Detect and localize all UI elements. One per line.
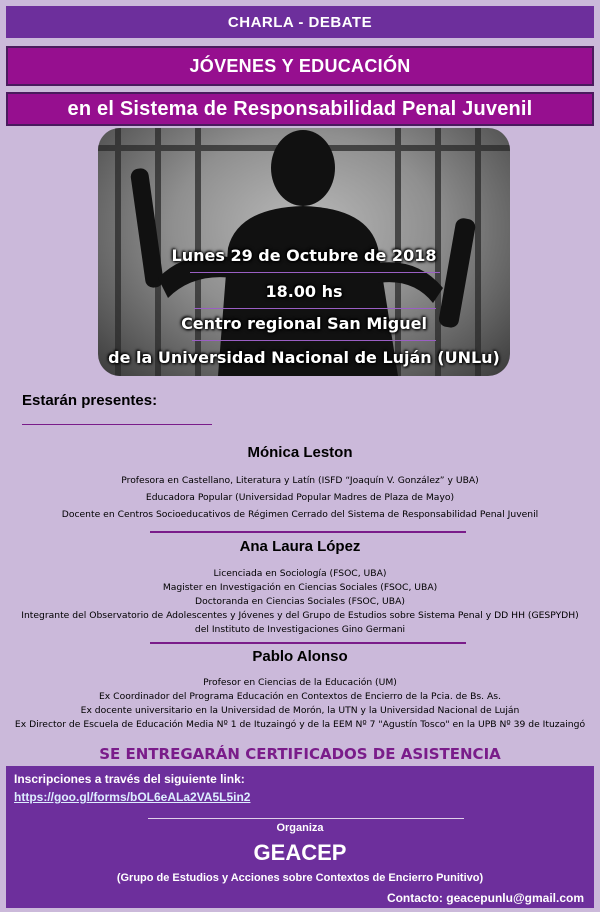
speaker-bio-line: Integrante del Observatorio de Adolescentes y Jóvenes y del Grupo de Estudios sobre Sistema Penal y DD HH (GESPYDH) [21,610,579,621]
speaker-bio-line: Profesora en Castellano, Literatura y Latín (ISFD “Joaquín V. González” y UBA) [121,475,479,486]
speaker-separator [150,531,466,533]
organiza-label: Organiza [276,822,324,834]
speaker-block [0,648,600,665]
title-banner [6,46,594,86]
speakers-intro: Estarán presentes: [22,392,158,409]
speaker-bio-line: Educadora Popular (Universidad Popular Madres de Plaza de Mayo) [145,492,455,503]
photo-divider [194,308,436,309]
event-venue-line1: Centro regional San Miguel [181,314,427,333]
speaker-bio [0,567,600,637]
speaker-name: Pablo Alonso [252,648,348,665]
event-date: Lunes 29 de Octubre de 2018 [171,246,437,265]
speaker-bio-line: Magister en Investigación en Ciencias Sociales (FSOC, UBA) [162,582,438,593]
speaker-bio-line: del Instituto de Investigaciones Gino Germani [194,624,406,635]
speaker-bio [0,676,600,732]
organization-full-name: (Grupo de Estudios y Acciones sobre Contextos de Encierro Punitivo) [116,872,484,884]
speaker-bio-line: Profesor en Ciencias de la Educación (UM) [203,677,397,688]
speaker-bio-line: Ex Coordinador del Programa Educación en Contextos de Encierro de la Pcia. de Bs. As. [99,691,501,702]
inscription-label: Inscripciones a través del siguiente link: [14,772,245,786]
certificates-notice: SE ENTREGARÁN CERTIFICADOS DE ASISTENCIA [99,745,501,763]
speaker-bio-line: Ex Director de Escuela de Educación Media Nº 1 de Ituzaingó y de la EEM Nº 7 "Agustín Tosco" en la UPB Nº 39 de Ituzaingó [14,719,586,730]
event-type-banner [6,6,594,38]
speaker-name: Ana Laura López [239,538,361,555]
speaker-bio-line: Doctoranda en Ciencias Sociales (FSOC, UBA) [195,596,405,607]
event-time: 18.00 hs [265,282,343,301]
speakers-intro-underline [22,424,212,425]
speaker-bio-line: Licenciada en Sociología (FSOC, UBA) [213,568,387,579]
title-text: JÓVENES Y EDUCACIÓN [189,55,411,76]
event-type-text: CHARLA - DEBATE [227,13,373,31]
photo-divider [192,340,436,341]
subtitle-text: en el Sistema de Responsabilidad Penal Juvenil [67,97,533,120]
speaker-block [0,444,600,461]
contact-email: Contacto: geacepunlu@gmail.com [386,891,584,905]
subtitle-banner [6,92,594,126]
speaker-bio-line: Ex docente universitario en la Universidad de Morón, la UTN y la Universidad Nacional de Luján [80,705,520,716]
event-venue-line2: de la Universidad Nacional de Luján (UNLu) [108,348,500,367]
photo-divider [190,272,440,273]
speaker-bio [0,474,600,522]
footer-box [6,766,594,908]
organization-name: GEACEP [253,840,347,865]
speaker-separator [150,642,466,644]
inscription-link[interactable]: https://goo.gl/forms/bOL6eALa2VA5L5in2 [14,790,251,804]
speaker-name: Mónica Leston [247,444,353,461]
speaker-block [0,538,600,555]
speaker-bio-line: Docente en Centros Socioeducativos de Régimen Cerrado del Sistema de Responsabilidad Penal Juvenil [61,509,539,520]
event-photo [98,128,510,376]
footer-divider [148,818,464,819]
